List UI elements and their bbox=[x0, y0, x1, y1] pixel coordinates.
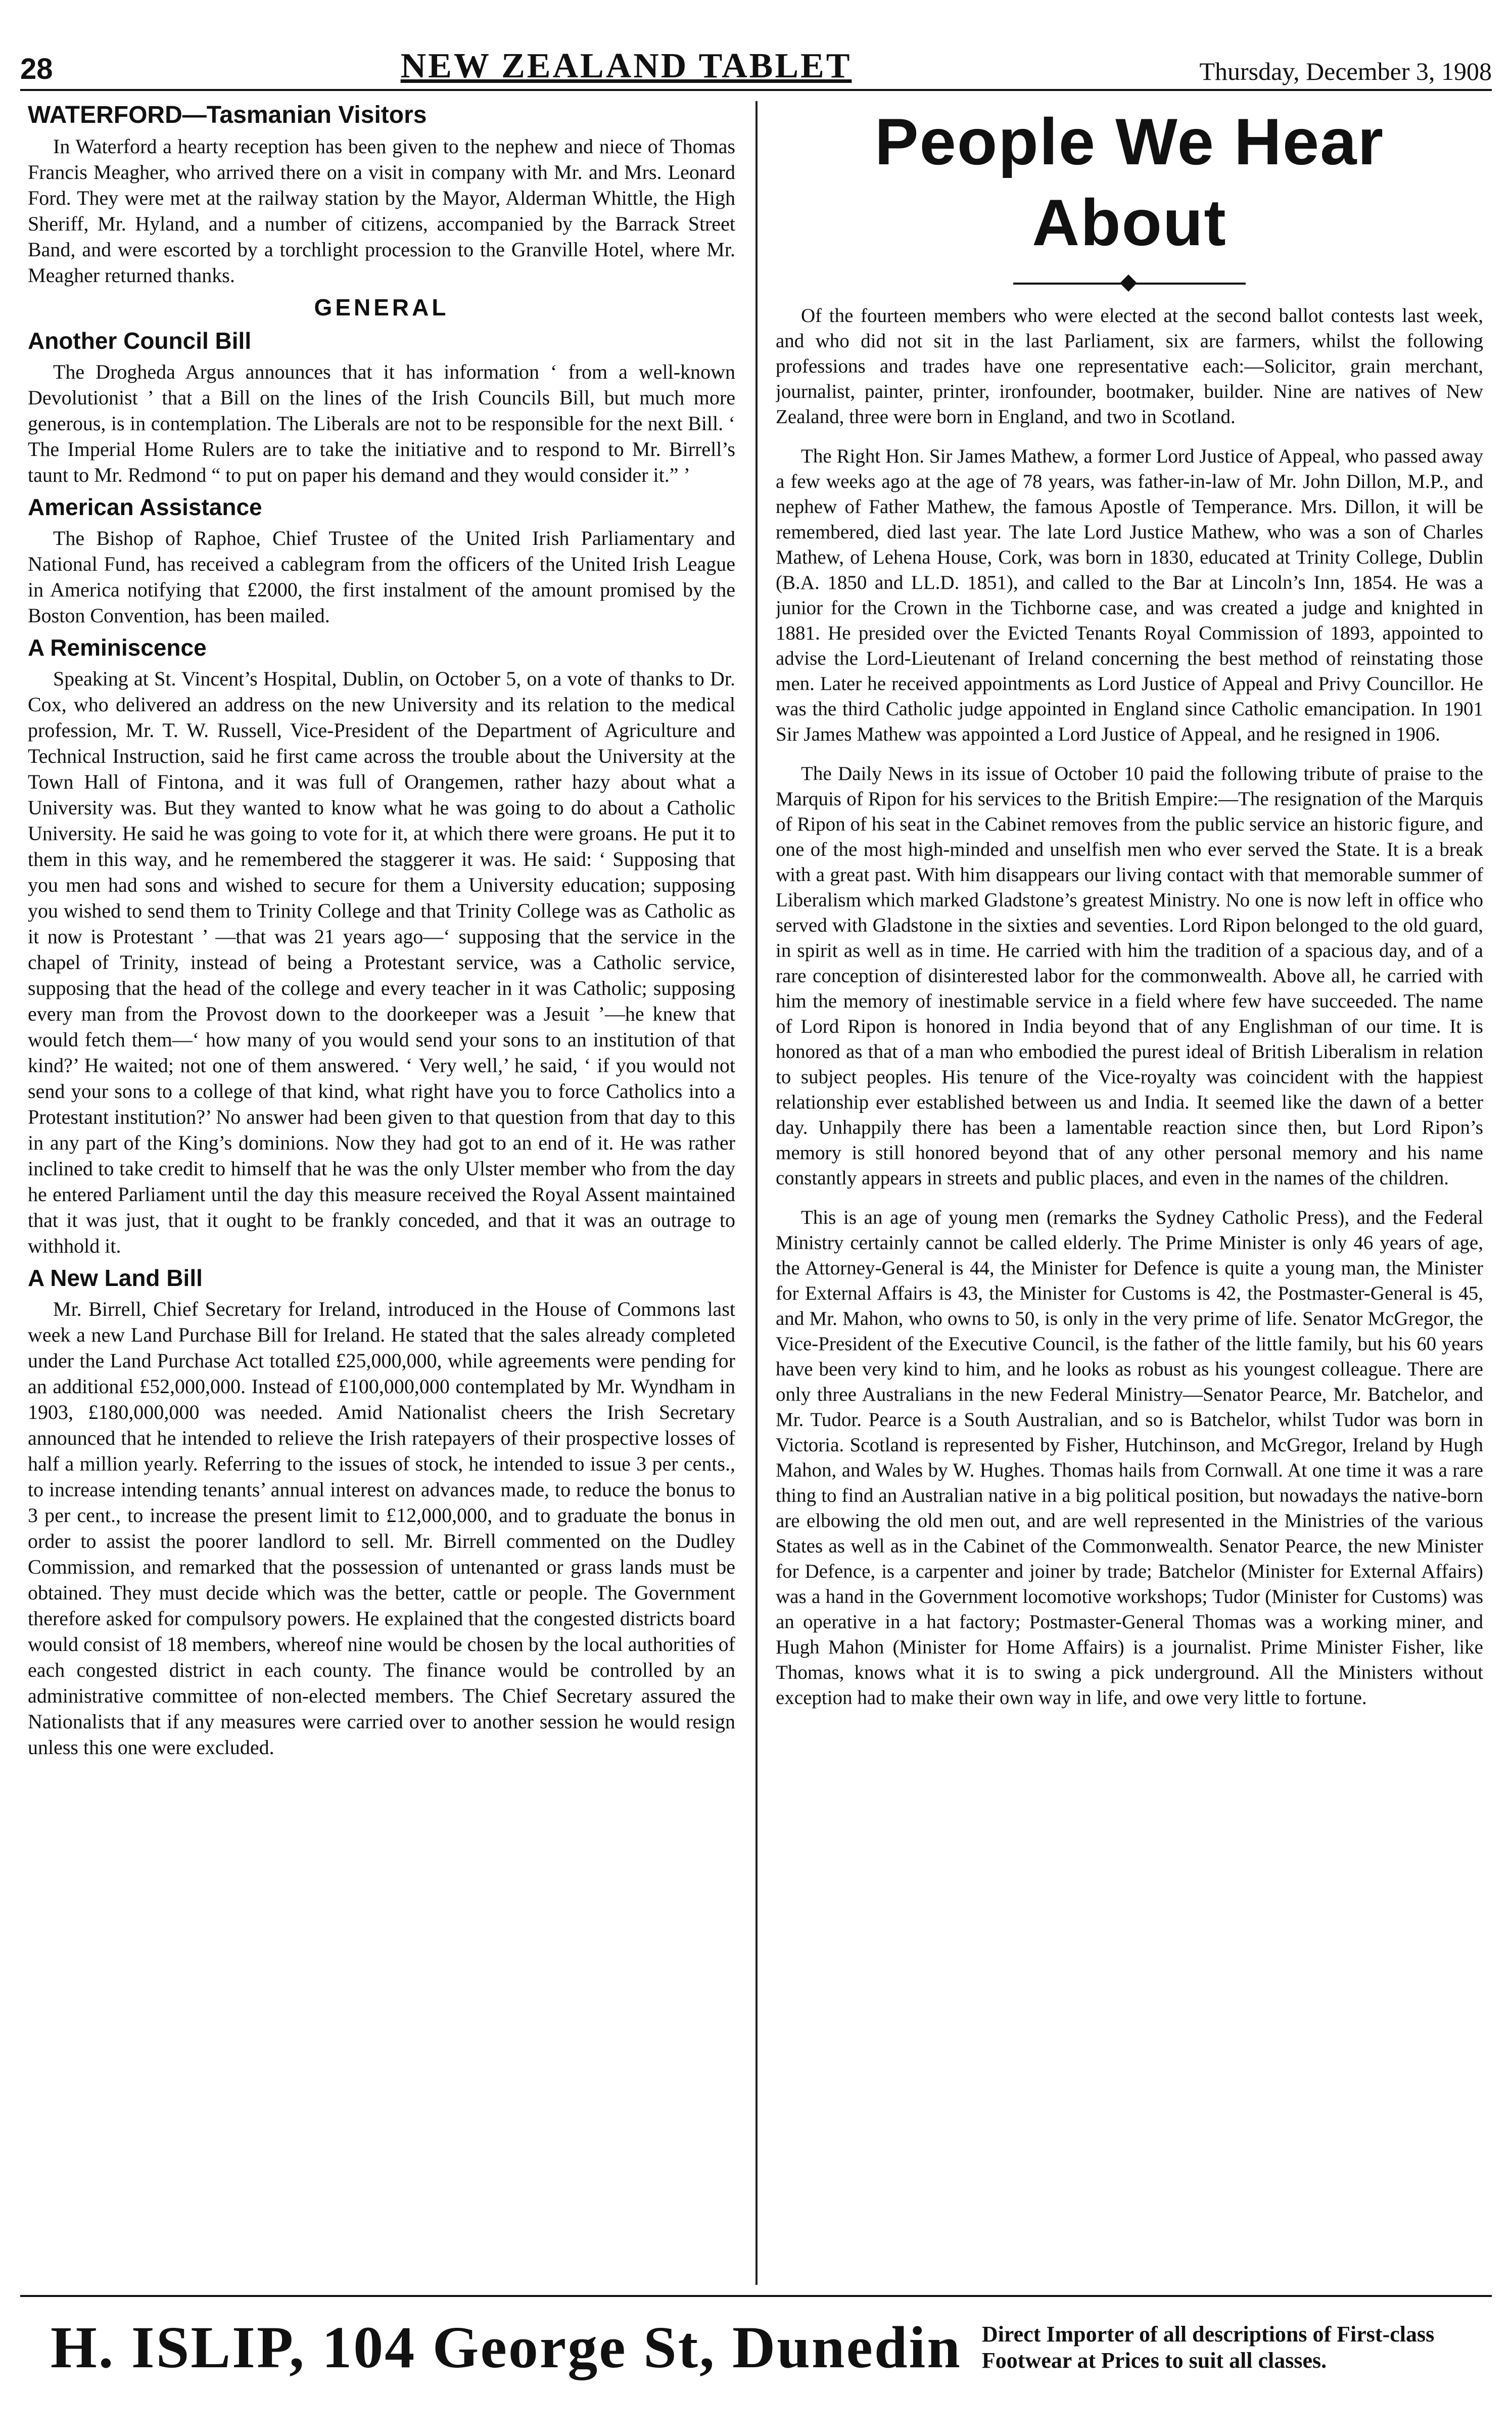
land-bill-text: Mr. Birrell, Chief Secretary for Ireland, introduced in the House of Commons last week a new Land Purchase Bill for Ireland. He stated that the sales already completed under the Land Purchase Act totalled £25,000,000, while agreements were pending for an additional £52,000,000. Instead of £100,000,000 contemplated by Mr. Wyndham in 1903, £180,000,000 was needed. Amid Nationalist cheers the Irish Secretary announced that he intended to relieve the Irish ratepayers of their prospective losses of half a million yearly. Referring to the issues of stock, he intended to issue 3 per cents., to increase intending tenants’ annual interest on advances made, to reduce the bonus to 3 per cent., to increase the present limit to £12,000,000, and to graduate the bonus in order to assist the poorer landlord to sell. Mr. Birrell commented on the Dudley Commission, and remarked that the possession of untenanted or grass lands must be obtained. They must decide which was the better, cattle or people. The Government therefore asked for compulsory powers. He explained that the congested districts board would consist of 18 members, whereof nine would be chosen by the local authorities of each congested district in each county. The finance would be controlled by an administrative committee of non-elected members. The Chief Secretary assured the Nationalists that if any measures were carried over to another session he would resign unless this one were excluded. bbox=[28, 1298, 735, 1759]
council-bill-text: The Drogheda Argus announces that it has information ‘ from a well-known Devolutionist ’ that a Bill on the lines of the Irish Councils Bill, but much more generous, is in contemplation. The Liberals are not to be responsible for the next Bill. ‘ The Imperial Home Rulers are to take the initiative and to respond to Mr. Birrell’s taunt to Mr. Redmond “ to put on paper his demand and they would consider it.” ’ bbox=[28, 360, 735, 486]
general-heading: GENERAL bbox=[314, 294, 449, 320]
columns bbox=[20, 101, 1492, 2285]
advert-tagline-line-1: Direct Importer of all descriptions of First-class bbox=[981, 2322, 1435, 2347]
masthead bbox=[20, 35, 1492, 91]
american-assistance-text: The Bishop of Raphoe, Chief Trustee of the United Irish Parliamentary and National Fund, has received a cablegram from the officers of the United Irish League in America notifying that £2000, the first instalment of the amount promised by the Boston Convention, has been mailed. bbox=[28, 527, 735, 627]
waterford-text: In Waterford a hearty reception has been given to the nephew and niece of Thomas Francis Meagher, who arrived there on a visit in company with Mr. and Mrs. Leonard Ford. They were met at the railway station by the Mayor, Alderman Whittle, the High Sheriff, Mr. Hyland, and a number of citizens, accompanied by the Barrack Street Band, and were escorted by a torchlight procession to the Granville Hotel, where Mr. Meagher returned thanks. bbox=[28, 135, 735, 287]
article-marquis-ripon: The Daily News in its issue of October 10 paid the following tribute of praise to the Marquis of Ripon for his services to the British Empire:—The resignation of the Marquis of Ripon of his seat in the Cabinet removes from the public service an historic figure, and one of the most high-minded and unselfish men who ever served the State. It is a break with a great past. With him disappears our living contact with that memorable summer of Liberalism which marked Gladstone’s greatest Ministry. No one is now left in office who served with Gladstone in the sixties and seventies. Lord Ripon belonged to the old guard, in spirit as well as in time. He carried with him the tradition of a spacious day, and of a rare conception of disinterested labor for the commonwealth. Above all, he carried with him the memory of inestimable service in a field where few have succeeded. The name of Lord Ripon is honored in India beyond that of any Englishman of our time. It is honored as that of a man who embodied the purest ideal of British Liberalism in relation to subject peoples. His tenure of the Vice-royalty was coincident with the happiest relationship ever established between us and India. It seemed like the dawn of a better day. Unhappily there has been a lamentable reaction since then, but Lord Ripon’s memory is still honored beyond that of any other personal memory and his name constantly appears in streets and public places, and even in the names of the children. bbox=[776, 763, 1483, 1189]
reminiscence-text: Speaking at St. Vincent’s Hospital, Dublin, on October 5, on a vote of thanks to Dr. Cox, who delivered an address on the new University and its relation to the medical profession, Mr. T. W. Russell, Vice-President of the Department of Agriculture and Technical Instruction, said he first came across the trouble about the University at the Town Hall of Fintona, and it was full of Orangemen, rather hazy about what a University was. But they wanted to know what he was going to do about a Catholic University. He said he was going to vote for it, at which there were groans. He put it to them in this way, and he remembered the staggerer it was. He said: ‘ Supposing that you men had sons and wished to secure for them a University education; supposing you wished to send them to Trinity College and that Trinity College was as Catholic as it now is Protestant ’ —that was 21 years ago—‘ supposing that the service in the chapel of Trinity, instead of being a Protestant service, was a Catholic service, supposing that the head of the college and every teacher in it was Catholic; supposing every man from the Provost down to the doorkeeper was a Jesuit ’—he knew that would fetch them—‘ how many of you would send your sons to an institution of that kind?’ He waited; not one of them answered. ‘ Very well,’ he said, ‘ if you would not send your sons to a college of that kind, what right have you to force Catholics into a Protestant institution?’ No answer had been given to that question from that day to this in any part of the King’s dominions. Now they had got to an end of it. He was rather inclined to take credit to himself that he was the only Ulster member who from the day he entered Parliament until the day this measure received the Royal Assent maintained that it was just, that it ought to be frankly conceded, and that it was an outrage to withhold it. bbox=[28, 667, 735, 1257]
article-sir-james-mathew: The Right Hon. Sir James Mathew, a former Lord Justice of Appeal, who passed away a few weeks ago at the age of 78 years, was father-in-law of Mr. John Dillon, M.P., and nephew of Father Mathew, the famous Apostle of Temperance. Mrs. Dillon, it will be remembered, died last year. The late Lord Justice Mathew, who was a son of Charles Mathew, of Lehena House, Cork, was born in 1830, educated at Trinity College, Dublin (B.A. 1850 and LL.D. 1851), and called to the Bar at Lincoln’s Inn, 1854. He was a junior for the Crown in the Tichborne case, and was created a judge and knighted in 1881. He presided over the Evicted Tenants Royal Commission of 1893, appointed to advise the Lord-Lieutenant of Ireland concerning the best method of reinstating those men. Later he received appointments as Lord Justice of Appeal and Privy Councillor. He was the third Catholic judge appointed in England since Catholic emancipation. In 1901 Sir James Mathew was appointed a Lord Justice of Appeal, and he resigned in 1906. bbox=[776, 445, 1483, 745]
reminiscence-heading: A Reminiscence bbox=[28, 634, 207, 661]
diamond-icon bbox=[1120, 274, 1137, 292]
left-column bbox=[28, 101, 735, 2285]
ornament-divider bbox=[776, 273, 1483, 293]
advert-tagline bbox=[962, 2321, 1434, 2374]
newspaper-title: NEW ZEALAND TABLET bbox=[400, 47, 852, 85]
advertisement bbox=[20, 2295, 1492, 2398]
issue-date: Thursday, December 3, 1908 bbox=[1199, 57, 1492, 85]
page-number: 28 bbox=[20, 53, 53, 85]
advert-tagline-line-2: Footwear at Prices to suit all classes. bbox=[981, 2348, 1327, 2373]
american-assistance-heading: American Assistance bbox=[28, 494, 262, 520]
column-divider bbox=[755, 101, 758, 2285]
article-federal-ministry: This is an age of young men (remarks the Sydney Catholic Press), and the Federal Ministry certainly cannot be called elderly. The Prime Minister is only 46 years of age, the Attorney-General is 44, the Minister for Defence is quite a young man, the Minister for External Affairs is 43, the Minister for Customs is 42, the Postmaster-General is 45, and Mr. Mahon, who owns to 50, is only in the very prime of life. Senator McGregor, the Vice-President of the Executive Council, is the father of the little family, but his 60 years have been very kind to him, and he looks as robust as his youngest colleague. There are only three Australians in the new Federal Ministry—Senator Pearce, Mr. Batchelor, and Mr. Tudor. Pearce is a South Australian, and so is Batchelor, whilst Tudor was born in Victoria. Scotland is represented by Fisher, Hutchinson, and McGregor, Ireland by Hugh Mahon, and Wales by W. Hughes. Thomas hails from Cornwall. At one time it was a rare thing to find an Australian native in a big political position, but nowadays the native-born are elbowing the old men out, and are well represented in the Ministries of the various States as well as in the Cabinet of the Commonwealth. Senator Pearce, the new Minister for Defence, is a carpenter and joiner by trade; Batchelor (Minister for External Affairs) was a hand in the Government locomotive workshops; Tudor (Minister for Customs) was an operative in a hat factory; Postmaster-General Thomas was a working miner, and Hugh Mahon (Minister for Home Affairs) is a journalist. Prime Minister Fisher, like Thomas, knows what it is to swing a pick underground. All the Ministers without exception had to make their own way in life, and owe very little to fortune. bbox=[776, 1207, 1483, 1709]
waterford-heading: WATERFORD—Tasmanian Visitors bbox=[28, 102, 427, 128]
article-new-members: Of the fourteen members who were elected at the second ballot contests last week, and who did not sit in the last Parliament, six are farmers, whilst the following professions and trades have one representative each:—Solicitor, grain merchant, journalist, painter, printer, ironfounder, bootmaker, builder. Nine are natives of New Zealand, three were born in England, and two in Scotland. bbox=[776, 305, 1483, 428]
section-title: People We Hear About bbox=[874, 105, 1385, 259]
land-bill-heading: A New Land Bill bbox=[28, 1265, 203, 1291]
council-bill-heading: Another Council Bill bbox=[28, 328, 252, 354]
right-column bbox=[776, 101, 1483, 2285]
advert-name: H. ISLIP, 104 George St, Dunedin bbox=[51, 2314, 962, 2380]
